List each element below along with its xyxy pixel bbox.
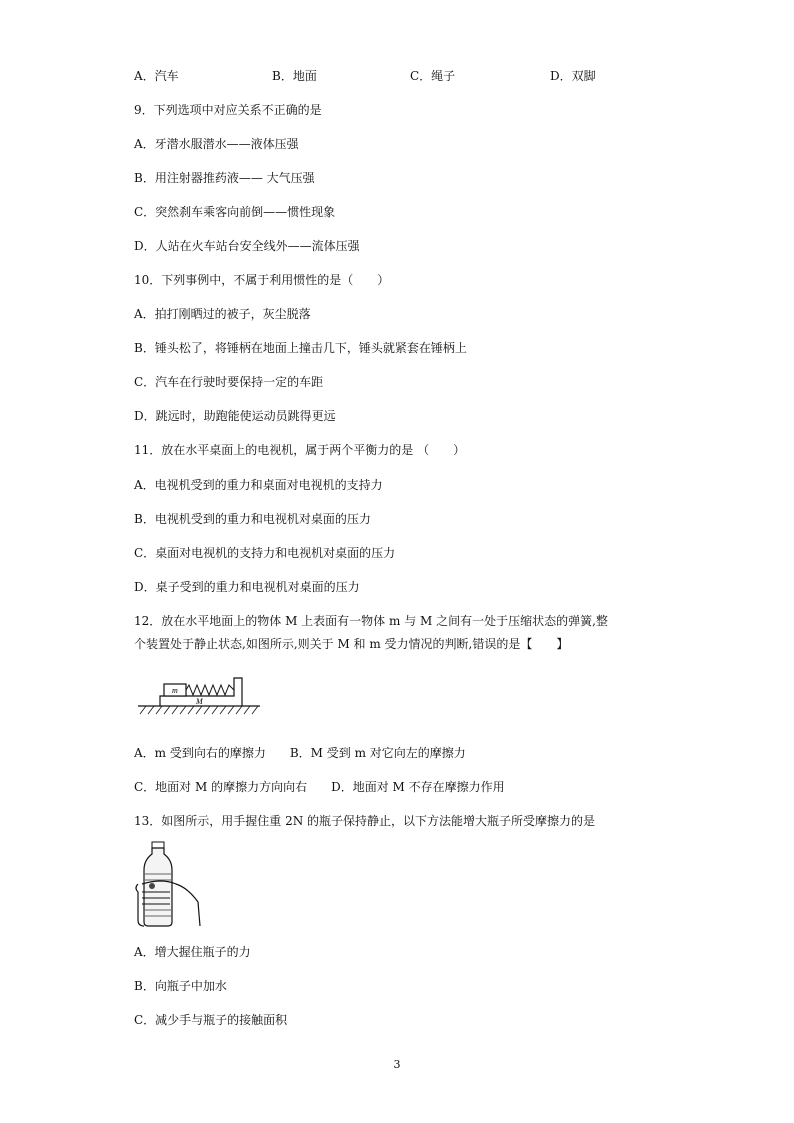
- q11-option-c: C．桌面对电视机的支持力和电视机对桌面的压力: [134, 546, 396, 560]
- q9-option-b: B．用注射器推药液—— 大气压强: [134, 171, 315, 185]
- q8-option-a: A．汽车: [134, 69, 179, 83]
- q12-options-ab: A．m 受到向右的摩擦力 B．M 受到 m 对它向左的摩擦力: [134, 746, 466, 760]
- q12-options-cd: C．地面对 M 的摩擦力方向向右 D．地面对 M 不存在摩擦力作用: [134, 780, 505, 794]
- page-number: 3: [393, 1058, 401, 1071]
- hand-bottle-figure: [132, 840, 202, 928]
- thumb-tip: [149, 883, 155, 889]
- q11-option-d: D．桌子受到的重力和电视机对桌面的压力: [134, 580, 360, 594]
- bottle-body: [144, 848, 172, 926]
- q10-option-b: B．锤头松了，将锤柄在地面上撞击几下，锤头就紧套在锤柄上: [134, 341, 467, 355]
- q13-option-c: C．减少手与瓶子的接触面积: [134, 1013, 288, 1027]
- q8-option-b: B．地面: [272, 69, 317, 83]
- compressed-spring: [186, 685, 234, 695]
- q9-option-c: C．突然刹车乘客向前倒——惯性现象: [134, 205, 336, 219]
- q12-stem-line2: 个装置处于静止状态,如图所示,则关于 M 和 m 受力情况的判断,错误的是【 】: [134, 637, 569, 651]
- bottle-cap: [152, 842, 164, 848]
- q9-option-d: D．人站在火车站台安全线外——流体压强: [134, 239, 360, 253]
- q10-option-a: A．拍打刚晒过的被子，灰尘脱落: [134, 307, 311, 321]
- big-block-label: M: [196, 697, 203, 706]
- small-block-label: m: [172, 686, 178, 695]
- q12-stem-line1: 12．放在水平地面上的物体 M 上表面有一物体 m 与 M 之间有一处于压缩状态的弹簧,整: [134, 614, 608, 628]
- q9-option-a: A．牙潜水服潜水——液体压强: [134, 137, 299, 151]
- q10-option-d: D．跳远时，助跑能使运动员跳得更远: [134, 409, 336, 423]
- q13-stem: 13．如图所示，用手握住重 2N 的瓶子保持静止，以下方法能增大瓶子所受摩擦力的是: [134, 814, 596, 828]
- q8-option-c: C．绳子: [410, 69, 456, 83]
- q10-option-c: C．汽车在行驶时要保持一定的车距: [134, 375, 324, 389]
- q13-option-a: A．增大握住瓶子的力: [134, 945, 251, 959]
- q9-stem: 9．下列选项中对应关系不正确的是: [134, 103, 322, 117]
- q11-stem: 11．放在水平桌面上的电视机，属于两个平衡力的是 （ ）: [134, 443, 466, 457]
- hand-thumb: [136, 884, 144, 926]
- q13-option-b: B．向瓶子中加水: [134, 979, 227, 993]
- q10-stem: 10．下列事例中，不属于利用惯性的是（ ）: [134, 273, 390, 287]
- ground-hatching: [140, 706, 258, 714]
- q11-option-b: B．电视机受到的重力和电视机对桌面的压力: [134, 512, 371, 526]
- spring-block-diagram: [136, 672, 262, 716]
- q8-option-d: D．双脚: [550, 69, 596, 83]
- q11-option-a: A．电视机受到的重力和桌面对电视机的支持力: [134, 478, 383, 492]
